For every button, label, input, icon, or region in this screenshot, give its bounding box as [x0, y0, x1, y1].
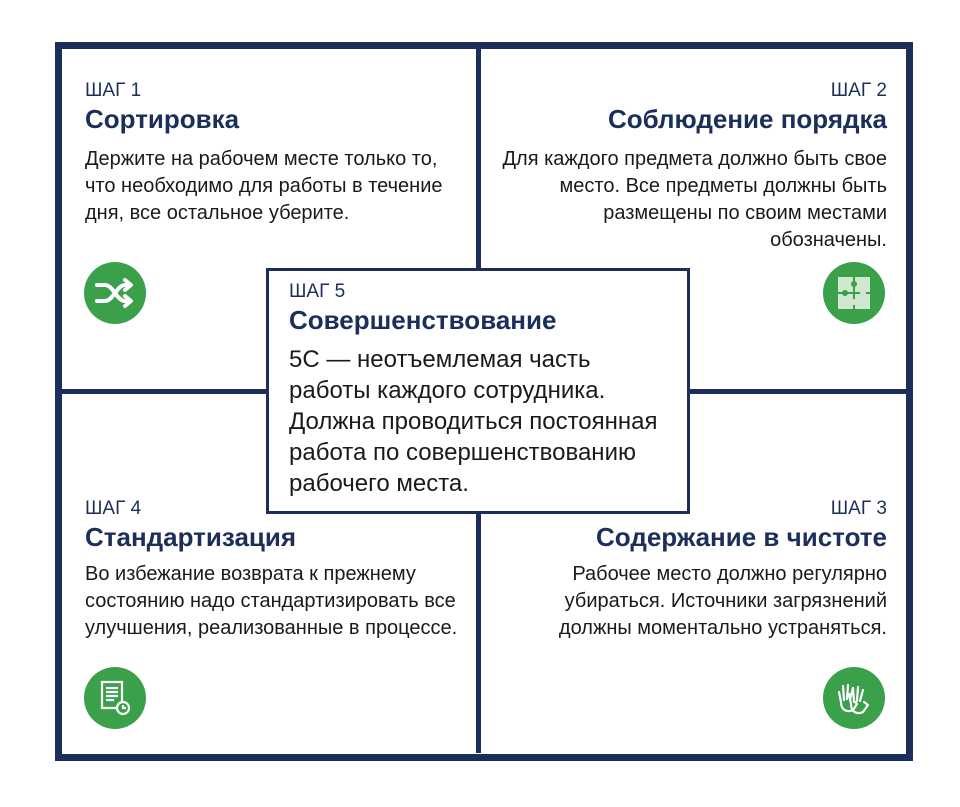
- step-3-text: Рабочее место должно регулярно убираться. Источники загрязнений должны моментально устраняться.: [558, 563, 887, 639]
- step-1-text: Держите на рабочем месте только то, что необходимо для работы в течение дня, все остальное уберите.: [85, 148, 443, 224]
- step-3-label: ШАГ 3: [830, 498, 887, 519]
- step-2-title: Соблюдение порядка: [607, 104, 887, 134]
- gloves-icon: [823, 667, 885, 729]
- step-1-cell: [85, 80, 470, 227]
- step-4-text: Во избежание возврата к прежнему состоянию надо стандартизировать все улучшения, реализованные в процессе.: [85, 563, 458, 639]
- step-4-title: Стандартизация: [85, 522, 297, 552]
- step-5-box: [266, 268, 690, 514]
- step-2-text: Для каждого предмета должно быть свое место. Все предметы должны быть размещены по своим местами обозначены.: [502, 148, 887, 251]
- step-1-title: Сортировка: [85, 104, 240, 134]
- step-2-label: ШАГ 2: [830, 80, 887, 101]
- step-5-text: 5С — неотъемлемая часть работы каждого сотрудника. Должна проводиться постоянная работа по совершенствованию рабочего места.: [289, 346, 658, 497]
- step-1-label: ШАГ 1: [85, 80, 142, 101]
- document-clock-icon: [84, 667, 146, 729]
- step-5-title: Совершенствование: [289, 305, 557, 335]
- puzzle-icon: [823, 262, 885, 324]
- step-3-cell: [495, 498, 887, 642]
- step-3-title: Содержание в чистоте: [596, 522, 887, 552]
- step-4-label: ШАГ 4: [85, 498, 142, 519]
- step-5-label: ШАГ 5: [289, 281, 346, 302]
- step-2-cell: [495, 80, 887, 254]
- shuffle-icon: [84, 262, 146, 324]
- step-4-cell: [85, 498, 470, 642]
